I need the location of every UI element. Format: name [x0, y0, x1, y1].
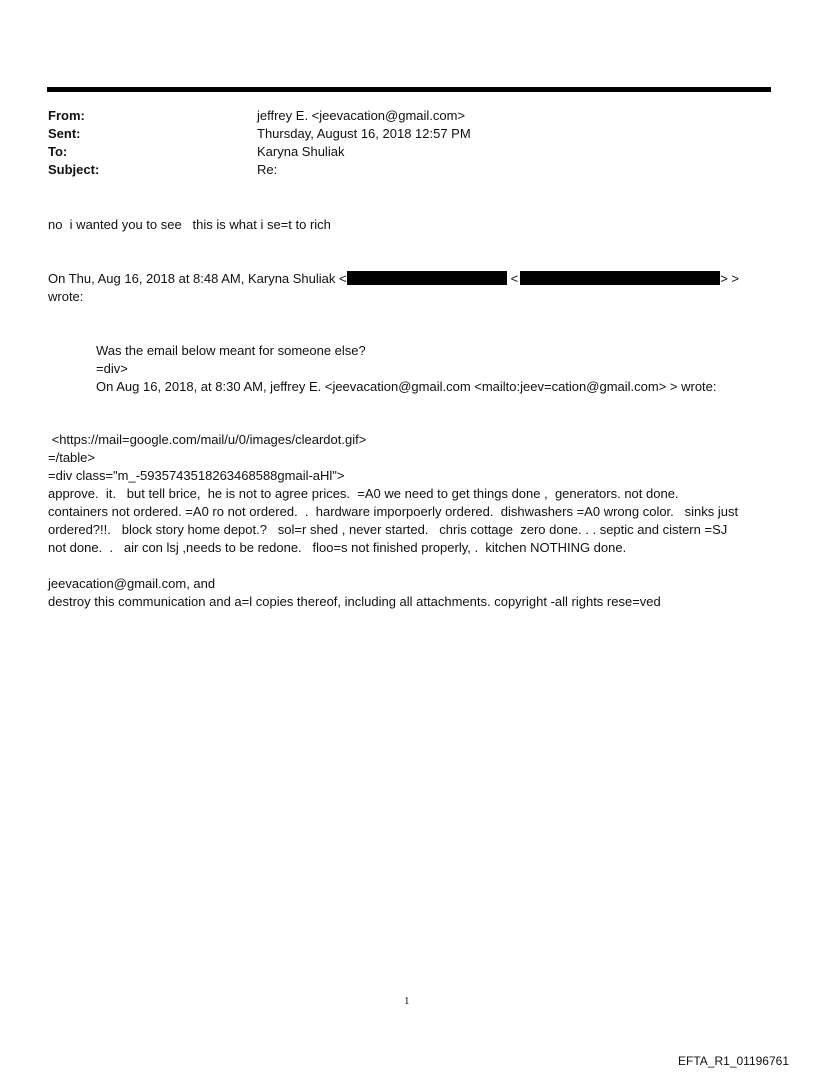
quote-intro-prefix: On Thu, Aug 16, 2018 at 8:48 AM, Karyna Shuliak <	[48, 271, 347, 286]
raw-line-2: =/table>	[48, 450, 95, 465]
to-value: Karyna Shuliak	[257, 144, 345, 159]
subject-value: Re:	[257, 162, 278, 177]
message-line-3: ordered?!!. block story home depot.? sol=r shed , never started. chris cottage zero done. . . septic and cistern =SJ	[48, 522, 728, 537]
message-line-4: not done. . air con lsj ,needs to be redone. floo=s not finished properly, . kitchen NOTHING done.	[48, 540, 627, 555]
sent-label: Sent:	[48, 126, 81, 141]
nested-line-2: =div>	[96, 361, 128, 376]
nested-line-1: Was the email below meant for someone else?	[96, 343, 366, 358]
to-label: To:	[48, 144, 68, 159]
redaction-box	[347, 271, 507, 285]
page-number: 1	[404, 995, 410, 1007]
message-line-2: containers not ordered. =A0 ro not ordered. . hardware imporpoerly ordered. dishwashers =A0 wrong color. sinks just	[48, 504, 739, 519]
footer-line-1: jeevacation@gmail.com, and	[48, 576, 216, 591]
quote-intro-mid: <	[510, 271, 519, 286]
redaction-box	[520, 271, 720, 285]
header-rule	[47, 87, 771, 92]
nested-line-3: On Aug 16, 2018, at 8:30 AM, jeffrey E. <jeevacation@gmail.com <mailto:jeev=cation@gmail.com> > wrote:	[96, 379, 717, 394]
raw-line-1: <https://mail=google.com/mail/u/0/images/cleardot.gif>	[48, 432, 367, 447]
message-line-1: approve. it. but tell brice, he is not to agree prices. =A0 we need to get things done , generators. not done.	[48, 486, 679, 501]
from-value: jeffrey E. <jeevacation@gmail.com>	[257, 108, 466, 123]
sent-value: Thursday, August 16, 2018 12:57 PM	[257, 126, 471, 141]
quote-intro	[48, 270, 739, 288]
document-id: EFTA_R1_01196761	[678, 1054, 789, 1068]
quote-intro-wrote: wrote:	[48, 289, 84, 304]
quote-intro-suffix: > >	[720, 271, 739, 286]
footer-line-2: destroy this communication and a=l copies thereof, including all attachments. copyright -all rights rese=ved	[48, 594, 661, 609]
subject-label: Subject:	[48, 162, 100, 177]
raw-line-3: =div class="m_-5935743518263468588gmail-aHl">	[48, 468, 345, 483]
from-label: From:	[48, 108, 85, 123]
reply-line: no i wanted you to see this is what i se=t to rich	[48, 217, 331, 232]
